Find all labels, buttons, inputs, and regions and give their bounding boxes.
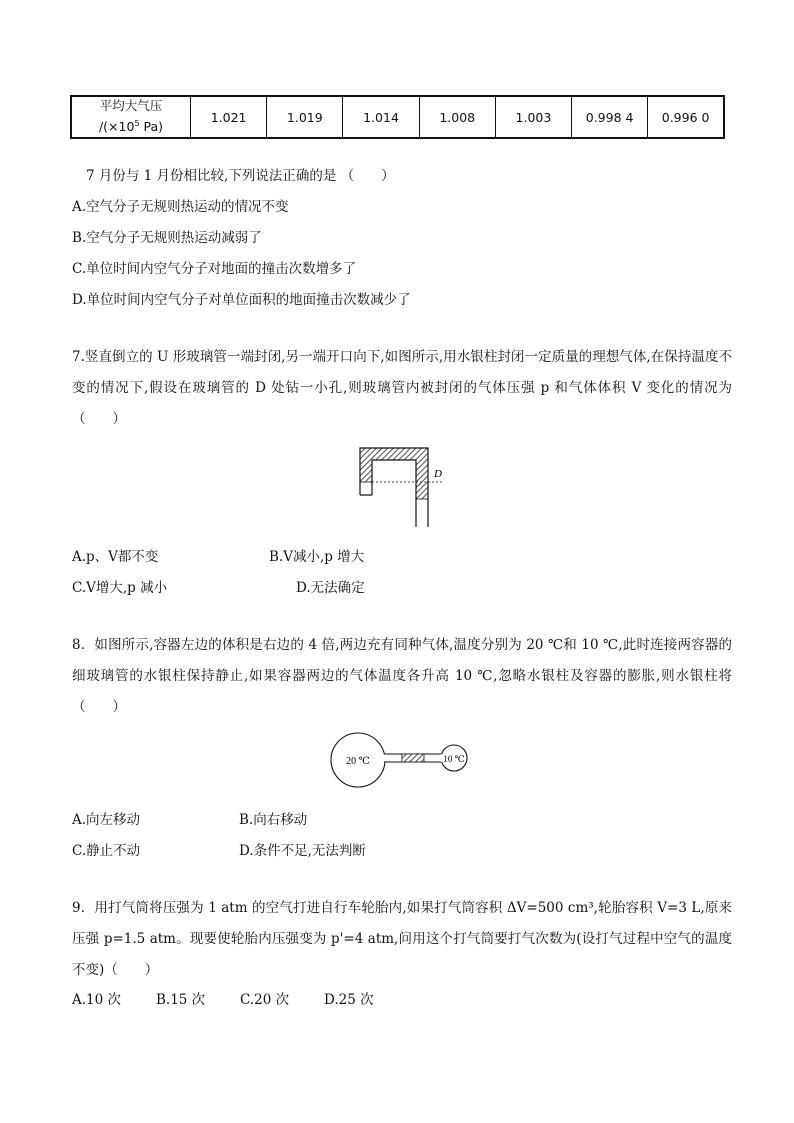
q9-option-d: D.25 次: [324, 992, 374, 1008]
header-label: 平均大气压: [99, 98, 163, 114]
left-temp-label: 20 ℃: [346, 756, 370, 767]
table-cell: 1.003: [495, 96, 571, 138]
q8-option-d: D.条件不足,无法判断: [239, 843, 366, 859]
q7-option-c: C.V增大,p 减小: [72, 580, 168, 596]
q7-option-d: D.无法确定: [296, 580, 365, 596]
question-stem: 7 月份与 1 月份相比较,下列说法正确的是 （ ）: [86, 168, 395, 184]
q8-option-a: A.向左移动: [72, 812, 141, 828]
q9-option-b: B.15 次: [156, 992, 206, 1008]
q7-option-a: A.p、V都不变: [72, 549, 159, 565]
u-tube-figure: [350, 440, 460, 530]
two-container-figure: [328, 730, 473, 790]
table-cell: 1.008: [419, 96, 495, 138]
mercury-top: [360, 448, 428, 460]
table-cell: 1.019: [267, 96, 343, 138]
table-row: [71, 96, 724, 138]
table-cell: 0.998 4: [572, 96, 648, 138]
mercury-right: [416, 460, 428, 499]
question-7-stem: 7.竖直倒立的 U 形玻璃管一端封闭,另一端开口向下,如图所示,用水银柱封闭一定质量的理想气体,在保持温度不变的情况下,假设在玻璃管的 D 处钻一小孔,则玻璃管内被封闭的气体压强 p 和气体体积 V 变化的情况为 （ ）: [72, 349, 759, 427]
tube-inner-wall: [372, 460, 416, 527]
question-8-stem: 8．如图所示,容器左边的体积是右边的 4 倍,两边充有同种气体,温度分别为 20 ℃和 10 ℃,此时连接两容器的细玻璃管的水银柱保持静止,如果容器两边的气体温度各升高 10 ℃,忽略水银柱及容器的膨胀,则水银柱将 （ ）: [72, 637, 746, 715]
pressure-table: [70, 95, 725, 139]
option-c: C.单位时间内空气分子对地面的撞击次数增多了: [72, 261, 357, 277]
q7-option-b: B.V减小,p 增大: [269, 549, 365, 565]
q9-option-c: C.20 次: [240, 992, 290, 1008]
option-b: B.空气分子无规则热运动减弱了: [72, 230, 262, 246]
q8-option-b: B.向右移动: [239, 812, 308, 828]
table-cell: 1.021: [191, 96, 267, 138]
header-unit: $/(\times 10^5$ Pa): [98, 119, 164, 135]
option-a: A.空气分子无规则热运动的情况不变: [72, 199, 289, 215]
table-cell: 1.014: [343, 96, 419, 138]
table-header-cell: [71, 96, 191, 138]
mercury-column: [402, 754, 424, 762]
q8-option-c: C.静止不动: [72, 843, 141, 859]
q9-option-a: A.10 次: [72, 992, 122, 1008]
question-9-stem: 9．用打气筒将压强为 1 atm 的空气打进自行车轮胎内,如果打气筒容积 ΔV=500 cm³,轮胎容积 V=3 L,原来压强 p=1.5 atm。现要使轮胎内压强变为 p'=4 atm,问用这个打气筒要打气次数为(设打气过程中空气的温度不变)（ ）: [72, 900, 732, 978]
table-cell: 0.996 0: [648, 96, 724, 138]
point-d-label: D: [434, 468, 442, 480]
right-temp-label: 10 ℃: [443, 754, 465, 764]
option-d: D.单位时间内空气分子对单位面积的地面撞击次数减少了: [72, 292, 411, 308]
mercury-left: [360, 460, 372, 482]
